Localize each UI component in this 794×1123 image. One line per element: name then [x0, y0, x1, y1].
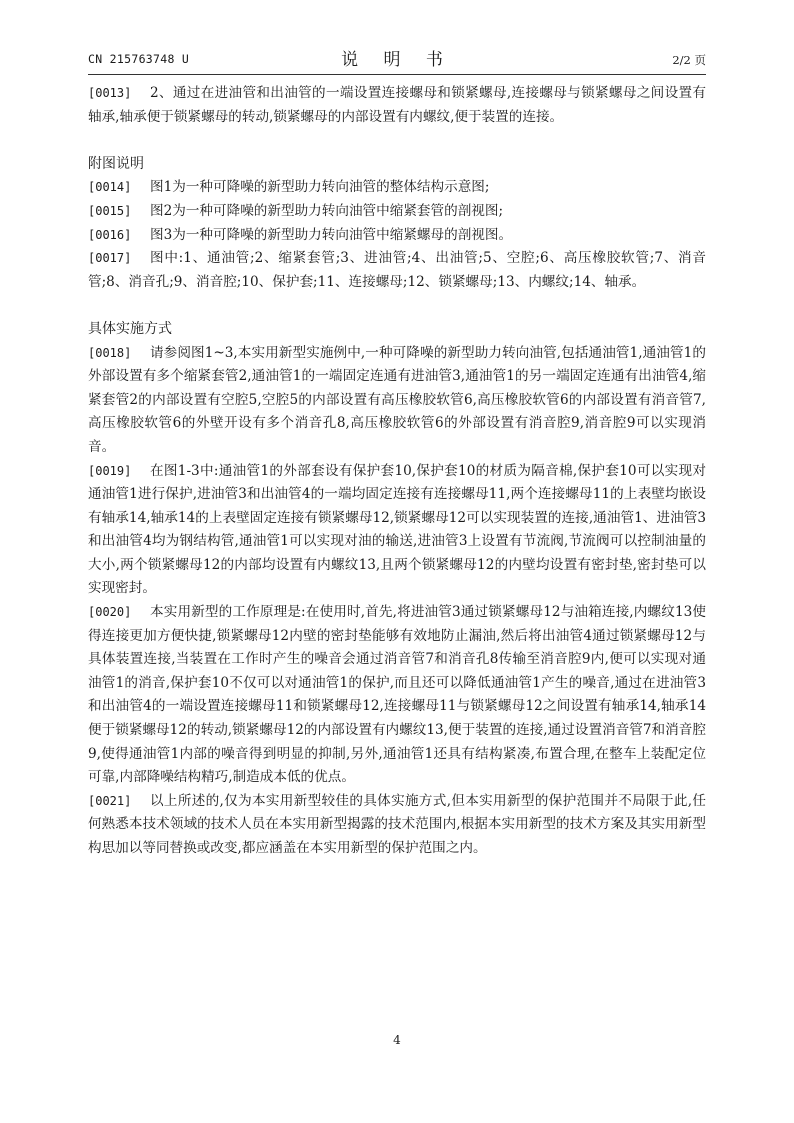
paragraph-0018 — [88, 342, 706, 460]
paragraph-number: [0014] — [88, 180, 132, 195]
publication-number: CN 215763748 U — [88, 52, 190, 66]
page-number: 4 — [393, 1033, 401, 1047]
section-title-embodiment: 具体实施方式 — [88, 320, 172, 337]
paragraph-0015 — [88, 200, 706, 224]
paragraph-0019 — [88, 460, 706, 602]
paragraph-text: 图1为一种可降噪的新型助力转向油管的整体结构示意图; — [150, 179, 490, 196]
paragraph-text: 在图1-3中:通油管1的外部套设有保护套10,保护套10的材质为隔音棉,保护套10可以实现对通油管1进行保护,进油管3和出油管4的一端均固定连接有连接螺母11,两个连接螺母11的上表壁均嵌设有轴承14,轴承14的上表壁固定连接有锁紧螺母12,锁紧螺母12可以实现装置的连接,通油管1、进油管3和出油管4均为钢结构管,通油管1可以实现对油的输送,进油管3上设置有节流阀,节流阀可以控制油量的大小,两个锁紧螺母12的内部均设置有内螺纹13,且两个锁紧螺母12的内壁均设置有密封垫,密封垫可以实现密封。 — [88, 462, 706, 597]
paragraph-0020 — [88, 601, 706, 790]
paragraph-text: 2、通过在进油管和出油管的一端设置连接螺母和锁紧螺母,连接螺母与锁紧螺母之间设置有轴承,轴承便于锁紧螺母的转动,锁紧螺母的内部设置有内螺纹,便于装置的连接。 — [88, 85, 706, 125]
paragraph-text: 本实用新型的工作原理是:在使用时,首先,将进油管3通过锁紧螺母12与油箱连接,内螺纹13使得连接更加方便快捷,锁紧螺母12内壁的密封垫能够有效地防止漏油,然后将出油管4通过锁紧螺母12与具体装置连接,当装置在工作时产生的噪音会通过消音管7和消音孔8传输至消音腔9内,便可以实现对通油管1的消音,保护套10不仅可以对通油管1的保护,而且还可以降低通油管1产生的噪音,通过在进油管3和出油管4的一端设置连接螺母11和锁紧螺母12,连接螺母11与锁紧螺母12之间设置有轴承14,轴承14便于锁紧螺母12的转动,锁紧螺母12的内部设置有内螺纹13,便于装置的连接,通过设置消音管7和消音腔9,使得通油管1内部的噪音得到明显的抑制,另外,通油管1还具有结构紧凑,布置合理,在整车上装配定位可靠,内部降噪结构精巧,制造成本低的优点。 — [88, 604, 706, 786]
paragraph-number: [0021] — [88, 793, 132, 808]
paragraph-number: [0018] — [88, 345, 132, 360]
paragraph-0021 — [88, 790, 706, 861]
paragraph-0013 — [88, 82, 706, 129]
paragraph-text: 图3为一种可降噪的新型助力转向油管中缩紧螺母的剖视图。 — [150, 226, 513, 243]
paragraph-number: [0015] — [88, 203, 132, 218]
paragraph-0017 — [88, 247, 706, 294]
page-header — [88, 44, 706, 75]
paragraph-number: [0016] — [88, 227, 132, 242]
paragraph-text: 请参阅图1~3,本实用新型实施例中,一种可降噪的新型助力转向油管,包括通油管1,通油管1的外部设置有多个缩紧套管2,通油管1的一端固定连通有进油管3,通油管1的另一端固定连通有出油管4,缩紧套管2的内部设置有空腔5,空腔5的内部设置有高压橡胶软管6,高压橡胶软管6的内部设置有消音管7,高压橡胶软管6的外壁开设有多个消音孔8,高压橡胶软管6的外部设置有消音腔9,消音腔9可以实现消音。 — [88, 344, 706, 455]
document-title: 说 明 书 — [341, 50, 453, 70]
paragraph-0016 — [88, 224, 706, 248]
paragraph-number: [0017] — [88, 251, 132, 266]
section-title-figures: 附图说明 — [88, 155, 144, 172]
paragraph-number: [0013] — [88, 86, 132, 100]
paragraph-text: 图2为一种可降噪的新型助力转向油管中缩紧套管的剖视图; — [150, 202, 504, 219]
paragraph-text: 以上所述的,仅为本实用新型较佳的具体实施方式,但本实用新型的保护范围并不局限于此,任何熟悉本技术领域的技术人员在本实用新型揭露的技术范围内,根据本实用新型的技术方案及其实用新型构思加以等同替换或改变,都应涵盖在本实用新型的保护范围之内。 — [88, 792, 706, 856]
paragraph-text: 图中:1、通油管;2、缩紧套管;3、进油管;4、出油管;5、空腔;6、高压橡胶软管;7、消音管;8、消音孔;9、消音腔;10、保护套;11、连接螺母;12、锁紧螺母;13、内螺纹;14、轴承。 — [88, 250, 706, 290]
paragraph-number: [0020] — [88, 605, 132, 620]
paragraph-number: [0019] — [88, 463, 132, 478]
paragraph-0014 — [88, 176, 706, 200]
page-indicator: 2/2 页 — [672, 53, 706, 67]
document-body — [88, 82, 706, 861]
